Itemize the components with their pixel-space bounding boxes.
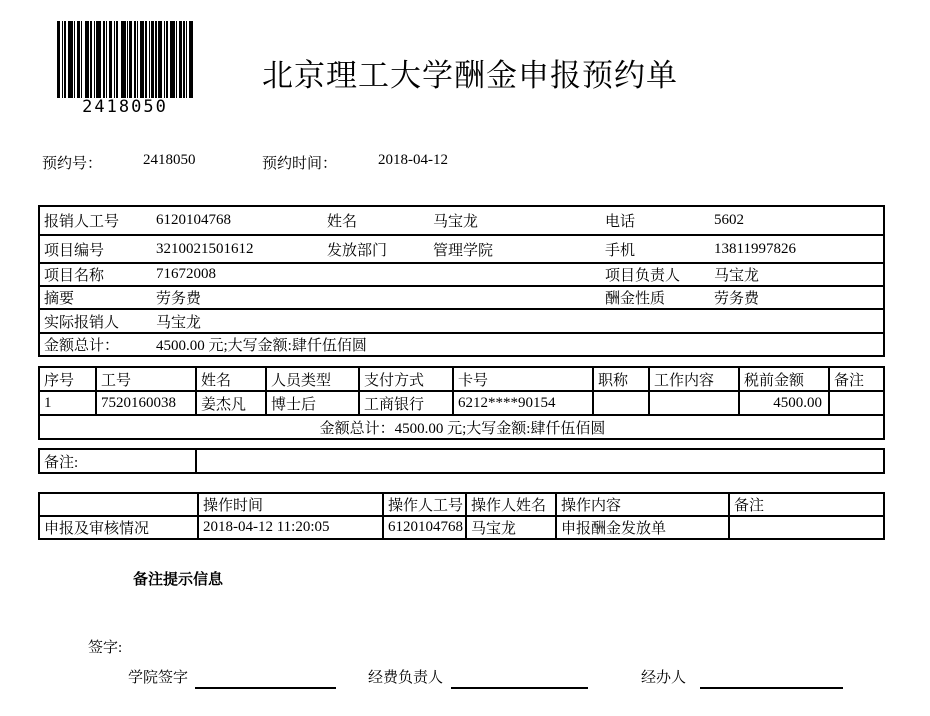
operation-header-cell: 操作人工号 [383,493,466,516]
reservation-no-label: 预约号： [42,156,103,172]
signature-line [700,687,843,689]
detail-header-cell: 支付方式 [359,367,453,391]
operation-cell [729,516,884,539]
table-row [39,286,884,309]
operation-header-cell: 操作人姓名 [466,493,556,516]
detail-cell [593,391,649,415]
detail-cell: 工商银行 [359,391,453,415]
remark-table [38,448,885,474]
info-value: 马宝龙 [433,206,601,235]
info-label: 手机 [601,235,714,263]
barcode-number: 2418050 [82,97,168,117]
info-label: 酬金性质 [601,286,714,309]
info-value: 5602 [714,206,884,235]
table-row [39,449,884,473]
signature-line [195,687,336,689]
operation-header-cell: 备注 [729,493,884,516]
remark-label: 备注: [39,449,196,473]
table-row [39,206,884,235]
signature-handler-label: 经办人 [641,670,687,686]
detail-header-cell: 职称 [593,367,649,391]
barcode [57,21,193,98]
detail-cell-amount: 4500.00 [739,391,829,415]
detail-header-cell: 工号 [96,367,196,391]
info-label: 金额总计： [44,338,120,354]
operation-table [38,492,885,540]
detail-header-cell: 税前金额 [739,367,829,391]
table-row [39,235,884,263]
total-amount-text: 金额总计：4500.00 元;大写金额:肆仟伍佰圆 [39,415,884,439]
info-label: 姓名 [323,206,433,235]
table-row [39,263,884,286]
operation-header-cell [39,493,198,516]
signature-line [451,687,588,689]
info-value: 71672008 [156,263,601,286]
detail-total-row [39,415,884,439]
reservation-no-value: 2418050 [143,152,196,168]
detail-cell: 1 [39,391,96,415]
info-label: 报销人工号 [39,206,156,235]
table-row [39,309,884,333]
detail-header-cell: 人员类型 [266,367,359,391]
detail-header-cell: 卡号 [453,367,593,391]
operation-cell: 申报及审核情况 [39,516,198,539]
detail-cell: 姜杰凡 [196,391,266,415]
reservation-time-label: 预约时间： [262,156,338,172]
info-value: 13811997826 [714,235,884,263]
remark-value [196,449,884,473]
info-value: 4500.00 元;大写金额:肆仟伍佰圆 [156,338,367,354]
detail-header-cell: 姓名 [196,367,266,391]
operation-cell: 申报酬金发放单 [556,516,729,539]
info-label: 项目名称 [39,263,156,286]
detail-data-row [39,391,884,415]
detail-cell [829,391,884,415]
info-value: 劳务费 [156,286,601,309]
info-label: 项目编号 [39,235,156,263]
info-value: 6120104768 [156,206,323,235]
info-label: 摘要 [39,286,156,309]
operation-data-row [39,516,884,539]
info-value: 马宝龙 [156,309,884,333]
info-value: 马宝龙 [714,263,884,286]
operation-cell: 6120104768 [383,516,466,539]
info-label: 项目负责人 [601,263,714,286]
info-value: 3210021501612 [156,235,323,263]
detail-header-cell: 工作内容 [649,367,739,391]
reservation-time-value: 2018-04-12 [378,152,448,168]
note-hint-label: 备注提示信息 [133,572,224,588]
info-value: 劳务费 [714,286,884,309]
detail-header-row [39,367,884,391]
detail-cell: 7520160038 [96,391,196,415]
sign-label: 签字: [88,640,123,656]
detail-cell: 博士后 [266,391,359,415]
info-table [38,205,885,357]
detail-header-cell: 序号 [39,367,96,391]
info-label: 实际报销人 [39,309,156,333]
detail-table [38,366,885,440]
operation-header-row [39,493,884,516]
info-value: 管理学院 [433,235,601,263]
table-row [39,333,884,356]
detail-header-cell: 备注 [829,367,884,391]
signature-college-label: 学院签字 [128,670,189,686]
form-title: 北京理工大学酬金申报预约单 [262,58,678,93]
info-label: 发放部门 [323,235,433,263]
operation-cell: 2018-04-12 11:20:05 [198,516,383,539]
signature-fund-owner-label: 经费负责人 [368,670,444,686]
detail-cell [649,391,739,415]
operation-header-cell: 操作时间 [198,493,383,516]
detail-cell: 6212****90154 [453,391,593,415]
operation-cell: 马宝龙 [466,516,556,539]
operation-header-cell: 操作内容 [556,493,729,516]
info-label: 电话 [601,206,714,235]
